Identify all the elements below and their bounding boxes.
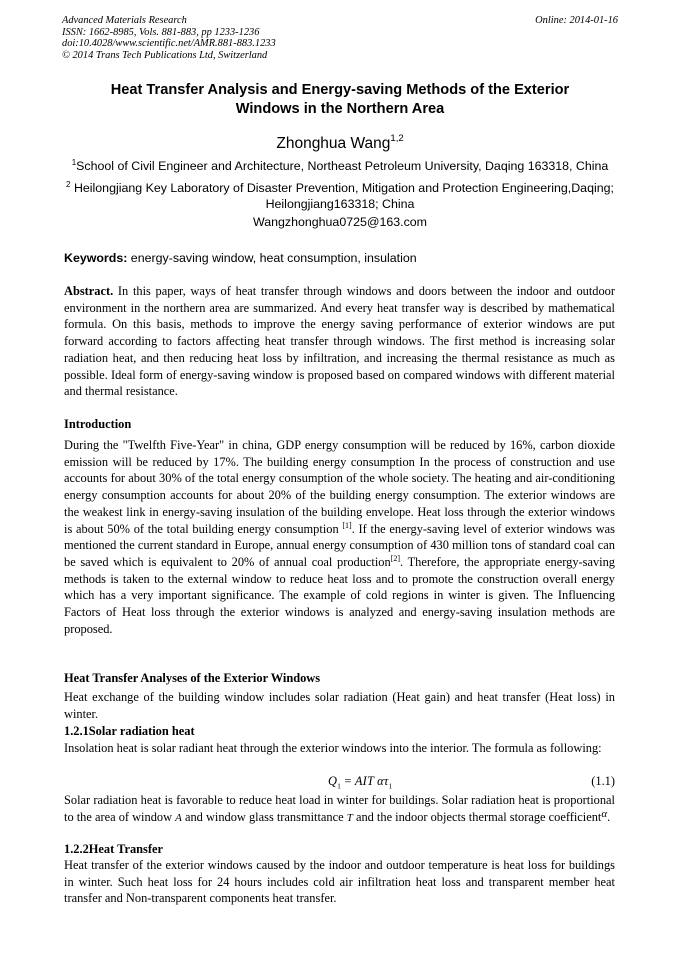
heat-transfer-paragraph: Heat transfer of the exterior windows caused by the indoor and outdoor temperature is heat loss for buildings in winter. Such heat loss for 24 hours includes cold air infiltration heat loss and transparent member heat transfer and Non-transparent components heat transfer. xyxy=(64,858,615,906)
section-heading: Heat Transfer Analyses of the Exterior Windows xyxy=(64,671,321,685)
title-line-2: Windows in the Northern Area xyxy=(235,101,445,117)
solar-text-4: . xyxy=(607,809,611,824)
equation-lhs: Q xyxy=(328,774,338,788)
doi-line: doi:10.4028/www.scientific.net/AMR.881-883.1233 xyxy=(62,38,276,49)
equation-rhs-sub: 1 xyxy=(388,781,393,791)
abstract-text: In this paper, ways of heat transfer through windows and doors between the indoor and outdoor environment in the northern area are summarized. And every heat transfer way is described by mathematical formula. On this basis, methods to improve the energy saving performance of exterior windows are put forward according to factors affecting heat transfer through windows. The first method is increasing solar radiation heat, and then reducing heat loss by infiltration, and increasing the thermal resistance as much as possible. Ideal form of energy-saving window is proposed based on compared windows with different material and thermal resistance. xyxy=(64,284,615,399)
paper-title xyxy=(62,81,618,119)
equation-number: (1.1) xyxy=(591,774,615,788)
introduction-paragraph xyxy=(64,437,615,637)
affiliation-2-sup: 2 xyxy=(66,180,71,189)
solar-text-3: and the indoor objects thermal storage coefficient xyxy=(352,809,602,824)
variable-alpha: α xyxy=(601,807,608,820)
section-intro-paragraph: Heat exchange of the building window includes solar radiation (Heat gain) and heat transfer (Heat loss) in winter. xyxy=(64,690,615,721)
subsection-heading-1-2-1: 1.2.1Solar radiation heat xyxy=(64,724,195,738)
solar-radiation-paragraph xyxy=(64,792,615,826)
intro-text-3: . Therefore, the appropriate energy-saving methods is taken to the external window to reduce heat loss and to promote the construction overall energy which has a very important significance. The example of cold regions in winter is given. The Influencing Factors of Heat loss through the exterior windows is analyzed and energy-saving insulation methods are proposed. xyxy=(64,554,616,636)
author-email[interactable]: Wangzhonghua0725@163.com xyxy=(252,215,427,229)
abstract-label: Abstract. xyxy=(64,284,114,298)
equation-equals: = xyxy=(341,774,355,788)
affiliation-2 xyxy=(62,177,618,212)
title-line-1: Heat Transfer Analysis and Energy-saving Methods of the Exterior xyxy=(110,82,570,98)
journal-header xyxy=(62,15,618,61)
variable-t: T xyxy=(346,811,353,824)
keywords-label: Keywords: xyxy=(64,251,128,265)
citation-2[interactable]: [2] xyxy=(390,553,401,563)
intro-text-2: . If the energy-saving level of exterior windows was mentioned the current standard in Europe, annual energy consumption of 430 million tons of standard coal can be saved which is equivalent to 20% of annual coal production xyxy=(64,521,615,569)
intro-text-1: During the "Twelfth Five-Year" in china, GDP energy consumption will be reduced by 16%, carbon dioxide emission will be reduced by 17%. The building energy consumption In the process of construction and use accounts for about 30% of the total energy consumption of the whole society. The heating and air-conditioning energy consumption accounts for about 20% of the building energy consumption. The exterior windows are the weakest link in energy-saving insulation of the building envelope. Heat loss through the exterior windows is about 50% of the total building energy consumption xyxy=(64,438,615,536)
author xyxy=(62,130,618,154)
online-date: Online: 2014-01-16 xyxy=(535,15,618,26)
affiliation-1-text: School of Civil Engineer and Architecture, Northeast Petroleum University, Daqing 163318, China xyxy=(76,159,609,174)
affiliation-1 xyxy=(62,155,618,174)
equation-rhs: AIT ατ xyxy=(354,774,389,788)
solar-text-2: and window glass transmittance xyxy=(181,809,347,824)
keywords-text: energy-saving window, heat consumption, insulation xyxy=(127,251,417,265)
subsection-heading-1-2-2: 1.2.2Heat Transfer xyxy=(64,842,163,856)
subsection-1-2-1-paragraph: Insolation heat is solar radiant heat through the exterior windows into the interior. The formula as following: xyxy=(64,741,602,755)
introduction-heading: Introduction xyxy=(64,417,132,431)
copyright-line: © 2014 Trans Tech Publications Ltd, Switzerland xyxy=(62,49,268,61)
affiliation-1-sup: 1 xyxy=(71,158,77,167)
affiliation-2-line-2: Heilongjiang163318; China xyxy=(265,197,415,212)
equation-1-1 xyxy=(64,773,615,790)
variable-a: A xyxy=(175,811,182,824)
solar-text-1: Solar radiation heat is favorable to reduce heat load in winter for buildings. Solar radiation heat is proportional to the area of window xyxy=(64,793,615,824)
abstract xyxy=(64,283,615,400)
author-name: Zhonghua Wang xyxy=(276,135,391,153)
affiliation-2-line-1: Heilongjiang Key Laboratory of Disaster Prevention, Mitigation and Protection Engineering,Daqing; xyxy=(70,181,614,196)
keywords xyxy=(64,250,616,266)
equation-lhs-sub: 1 xyxy=(337,781,342,791)
author-affiliation-sup: 1,2 xyxy=(390,133,404,144)
citation-1[interactable]: [1] xyxy=(342,520,352,530)
issn-line: ISSN: 1662-8985, Vols. 881-883, pp 1233-1236 xyxy=(62,26,260,38)
journal-name: Advanced Materials Research xyxy=(62,15,187,26)
